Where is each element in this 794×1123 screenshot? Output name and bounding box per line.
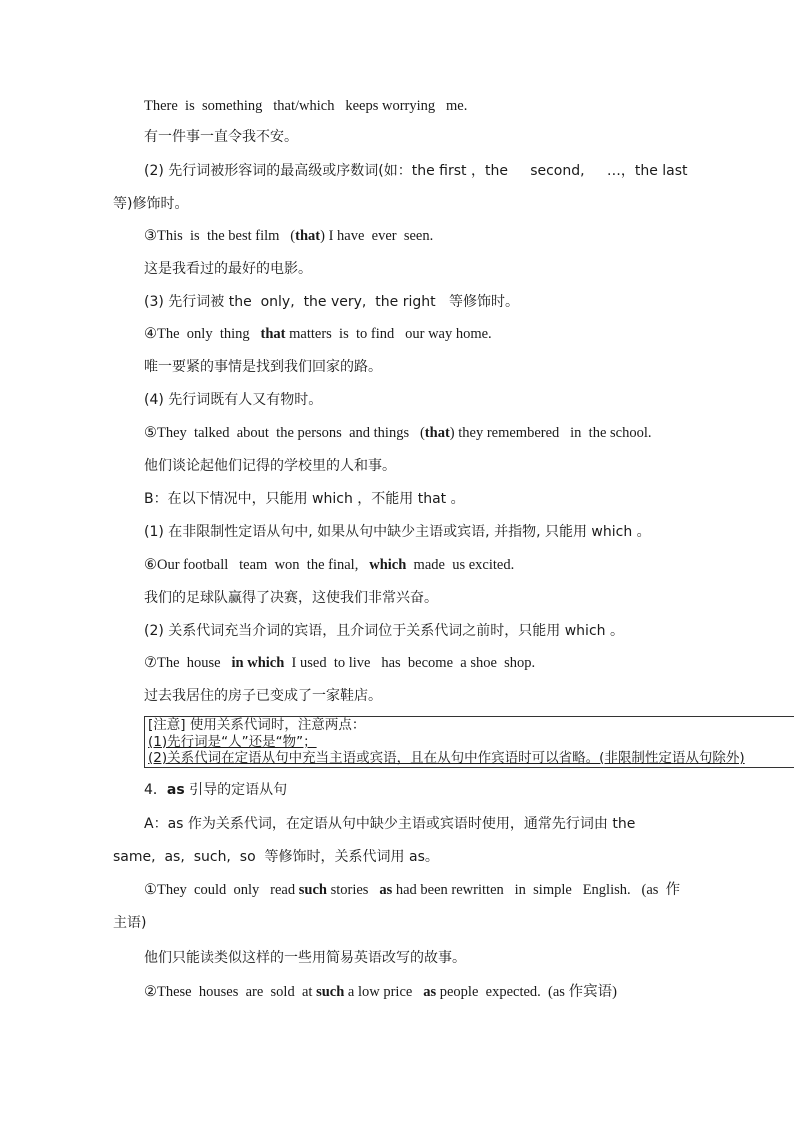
- text-line: [144, 881, 680, 899]
- text-segment: A：as 作为关系代词，在定语从句中缺少主语或宾语时使用，通常先行词由 the: [144, 816, 636, 832]
- text-line: [144, 457, 396, 475]
- text-segment: 主语): [113, 915, 147, 931]
- text-line: [144, 687, 382, 705]
- text-line: [144, 654, 535, 672]
- text-line: [144, 523, 651, 541]
- text-line: [144, 556, 514, 574]
- text-segment: (1) 在非限制性定语从句中, 如果从句中缺少主语或宾语, 并指物, 只能用 which 。: [144, 524, 651, 540]
- text-segment: 我们的足球队赢得了决赛，这使我们非常兴奋。: [144, 590, 438, 606]
- text-segment: 他们谈论起他们记得的学校里的人和事。: [144, 458, 396, 474]
- bold-keyword: as: [423, 984, 437, 1000]
- bold-keyword: that: [260, 326, 286, 342]
- text-segment: ⑤They talked about the persons and things (: [144, 425, 425, 441]
- text-segment: There is something that/which keeps worrying me.: [144, 98, 468, 114]
- text-segment: made us excited.: [406, 557, 515, 573]
- text-segment: 有一件事一直令我不安。: [144, 129, 298, 145]
- text-segment: ②These houses are sold at: [144, 984, 317, 1000]
- bold-keyword: in which: [231, 655, 285, 671]
- text-segment: (3) 先行词被 the only, the very, the right 等修饰时。: [144, 294, 519, 310]
- bold-keyword: which: [369, 557, 407, 573]
- text-line: [144, 325, 492, 343]
- note-box: [144, 716, 794, 768]
- bold-keyword: such: [316, 984, 345, 1000]
- text-line: [144, 983, 617, 1001]
- text-segment: (2) 关系代词充当介词的宾语，且介词位于关系代词之前时，只能用 which 。: [144, 623, 624, 639]
- text-line: [144, 622, 624, 640]
- bold-keyword: as: [166, 782, 185, 798]
- text-segment: 他们只能读类似这样的一些用简易英语改写的故事。: [144, 950, 466, 966]
- text-segment: 4．: [144, 782, 167, 798]
- text-line: [144, 391, 322, 409]
- text-segment: ⑥Our football team won the final,: [144, 557, 370, 573]
- note-point-2: (2)关系代词在定语从句中充当主语或宾语，且在从句中作宾语时可以省略。(非限制性定语从句除外): [148, 750, 745, 766]
- text-segment: (4) 先行词既有人又有物时。: [144, 392, 323, 408]
- text-line: [144, 293, 519, 311]
- text-segment: 唯一要紧的事情是找到我们回家的路。: [144, 359, 382, 375]
- text-line: [144, 490, 465, 508]
- text-segment: a low price: [344, 984, 424, 1000]
- text-line: [144, 358, 382, 376]
- text-segment: 引导的定语从句: [184, 782, 288, 798]
- bold-keyword: that: [424, 425, 450, 441]
- text-line: [144, 97, 467, 115]
- text-line: [113, 195, 188, 213]
- text-segment: ) they remembered in the school.: [449, 425, 652, 441]
- text-line: [144, 949, 466, 967]
- text-line: [113, 848, 439, 866]
- bold-keyword: such: [298, 882, 327, 898]
- text-segment: stories: [326, 882, 380, 898]
- text-line: [144, 589, 438, 607]
- text-segment: ③This is the best film (: [144, 228, 296, 244]
- text-segment: (2) 先行词被形容词的最高级或序数词(如：the first ，the second, …，the last: [144, 163, 688, 179]
- text-segment: matters is to find our way home.: [285, 326, 492, 342]
- section-heading: [144, 781, 287, 799]
- text-segment: people expected. (as 作宾语): [436, 984, 617, 1000]
- text-segment: ⑦The house: [144, 655, 232, 671]
- text-segment: 等)修饰时。: [113, 196, 189, 212]
- text-segment: B：在以下情况中，只能用 which ，不能用 that 。: [144, 491, 465, 507]
- text-line: [144, 815, 635, 833]
- text-line: [144, 227, 433, 245]
- text-line: [113, 914, 146, 932]
- text-line: [144, 424, 652, 442]
- text-segment: ④The only thing: [144, 326, 261, 342]
- text-line: [144, 128, 298, 146]
- text-segment: 过去我居住的房子已变成了一家鞋店。: [144, 688, 382, 704]
- note-point-1: (1)先行词是“人”还是“物”；: [148, 733, 317, 750]
- text-segment: 这是我看过的最好的电影。: [144, 261, 312, 277]
- text-segment: ) I have ever seen.: [320, 228, 434, 244]
- text-segment: I used to live has become a shoe shop.: [284, 655, 536, 671]
- bold-keyword: as: [379, 882, 393, 898]
- text-segment: same, as, such, so 等修饰时，关系代词用 as。: [113, 849, 439, 865]
- text-line: [144, 162, 688, 180]
- bold-keyword: that: [295, 228, 321, 244]
- text-line: [144, 260, 312, 278]
- text-segment: had been rewritten in simple English. (as 作: [392, 882, 681, 898]
- note-heading: [注意] 使用关系代词时，注意两点：: [148, 717, 366, 733]
- text-segment: ①They could only read: [144, 882, 299, 898]
